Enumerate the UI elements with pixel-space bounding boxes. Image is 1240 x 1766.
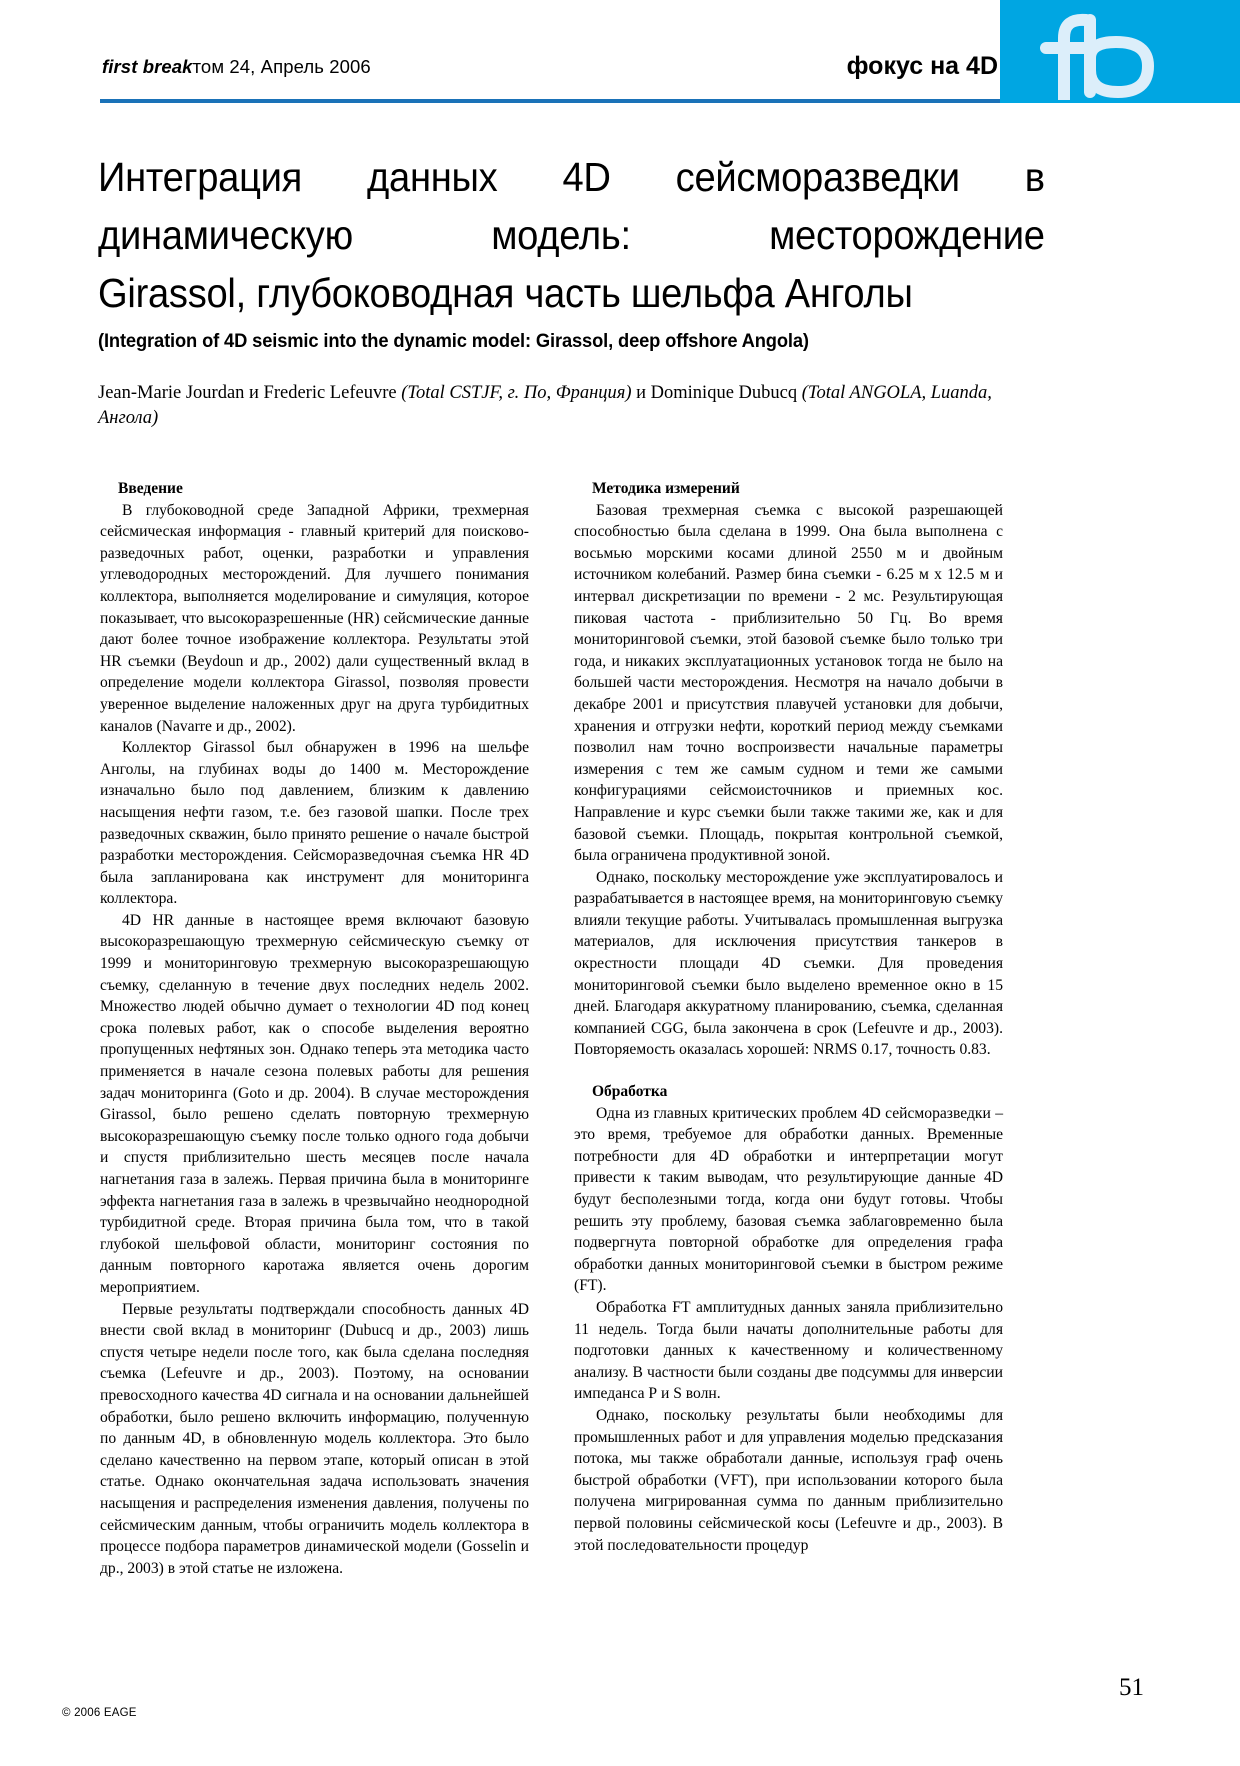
right-column <box>574 478 1003 1579</box>
left-column <box>100 478 529 1579</box>
author-names-1: Jean-Marie Jourdan и Frederic Lefeuvre <box>98 383 402 403</box>
paragraph: В глубоководной среде Западной Африки, трехмерная сейсмическая информация - главный критерий для поисково-разведочных работ, оценки, разработки и управления углеводородных месторождений. Для лучшего понимания коллектора, выполняется моделирование и симуляция, которое показывает, что высокоразрешенные (HR) сейсмические данные дают более точное изображение коллектора. Результаты этой HR съемки (Beydoun и др., 2002) дали существенный вклад в определение модели коллектора Girassol, позволяя провести уверенное выделение наложенных друг на друга турбидитных каналов (Navarre и др., 2002). <box>100 501 529 735</box>
title-line-1: Интеграция данных 4D сейсморазведки в <box>98 154 1045 200</box>
masthead-rule <box>100 99 1003 103</box>
paragraph: Одна из главных критических проблем 4D сейсморазведки – это время, требуемое для обработки данных. Временные потребности для 4D обработки и интерпретации могут привести к таким выводам, что результирующие данные 4D будут бесполезными тогда, когда они будут готовы. Чтобы решить эту проблему, базовая съемка заблаговременно была подвергнута повторной обработке для определения графа обработки данных мониторинговой съемки в быстром режиме (FT). <box>574 1104 1003 1295</box>
masthead <box>0 0 1240 104</box>
journal-name: first break <box>102 56 193 77</box>
fb-logo-icon <box>1028 8 1212 100</box>
copyright-notice: © 2006 EAGE <box>62 1707 137 1719</box>
first-break-logo <box>1000 0 1240 103</box>
title-line-2: динамическую модель: месторождение <box>98 212 1045 258</box>
paragraph: 4D HR данные в настоящее время включают базовую высокоразрешающую трехмерную сейсмическую съемку от 1999 и мониторинговую трехмерную высокоразрешающую съемку, сделанную в течение двух последних недель 2002. Множество людей обычно думает о технологии 4D под конец срока полевых работ, как о способе выделения вероятно пропущенных нефтяных зон. Однако теперь эта методика часто применяется в начале сезона полевых работы для решения задач мониторинга (Goto и др. 2004). В случае месторождения Girassol, было решено сделать повторную трехмерную высокоразрешающую съемку после только одного года добычи и спустя приблизительно шесть месяцев после начала нагнетания газа в залежь. Первая причина была в мониторинге эффекта нагнетания газа в залежь в чрезвычайно неоднородной турбидитной среде. Вторая причина была том, что в такой глубокой шельфовой области, мониторинг состояния по данным повторного каротажа является очень дорогим мероприятием. <box>100 911 529 1296</box>
author-affiliation-2: (Total ANGOLA, Luanda, Ангола) <box>98 383 992 428</box>
paragraph: Первые результаты подтверждали способность данных 4D внести свой вклад в мониторинг (Dubucq и др., 2003) лишь спустя четыре недели после того, как была сделана последняя съемка (Lefeuvre и др., 2003). Поэтому, на основании превосходного качества 4D сигнала и на основании дальнейшей обработки, было решено включить информацию, полученную по данным 4D, в обновленную модель коллектора. Это было сделано качественно на первом этапе, который описан в этой статье. Однако окончательная задача использовать значения насыщения и распределения изменения давления, получены по сейсмическим данным, чтобы ограничить модель коллектора в процессе подбора параметров динамической модели (Gosselin и др., 2003) в этой статье не изложена. <box>100 1300 529 1577</box>
paragraph: Однако, поскольку результаты были необходимы для промышленных работ и для управления моделью предсказания потока, мы также обработали данные, используя граф очень быстрой обработки (VFT), при использовании которого была получена мигрированная сумма по данным приблизительно первой половины сейсмической косы (Lefeuvre и др., 2003). В этой последовательности процедур <box>574 1406 1003 1554</box>
journal-issue-line <box>102 56 371 78</box>
section-heading: фокус на 4D <box>846 52 998 80</box>
paragraph: Коллектор Girassol был обнаружен в 1996 на шельфе Анголы, на глубинах воды до 1400 м. Месторождение изначально было под давлением, близким к давлению насыщения нефти газом, т.е. без газовой шапки. После трех разведочных скважин, было принято решение о начале быстрой разработки месторождения. Сейсморазведочная съемка HR 4D была запланирована как инструмент для мониторинга коллектора. <box>100 739 529 908</box>
author-affiliation-1: (Total CSTJF, г. По, Франция) <box>401 383 632 403</box>
page-number: 51 <box>1119 1674 1144 1701</box>
paragraph: Обработка FT амплитудных данных заняла приблизительно 11 недель. Тогда были начаты дополнительные работы для подготовки данных к качественному и количественному анализу. В частности были созданы две подсуммы для инверсии импеданса Р и S волн. <box>574 1298 1003 1403</box>
author-line <box>98 381 998 431</box>
author-conjunction: и Dominique Dubucq <box>631 383 802 403</box>
title-block <box>98 148 1046 431</box>
left-column-heading: Введение <box>118 480 183 497</box>
right-column-heading-2: Обработка <box>592 1083 668 1101</box>
document-subtitle: (Integration of 4D seismic into the dynamic model: Girassol, deep offshore Angola) <box>98 330 809 352</box>
right-column-heading-1: Методика измерений <box>592 480 740 497</box>
journal-issue: том 24, Апрель 2006 <box>192 56 371 77</box>
body-columns <box>100 478 1003 1579</box>
paragraph: Базовая трехмерная съемка с высокой разрешающей способностью была сделана в 1999. Она была выполнена с восьмью морскими косами длиной 2550 м и двойным источником колебаний. Размер бина съемки - 6.25 м х 12.5 м и интервал дискретизации по времени - 2 мс. Результирующая пиковая частота - приблизительно 50 Гц. Во время мониторинговой съемки, этой базовой съемке было только три года, и никаких эксплуатационных установок тогда не было на большей части месторождения. Несмотря на начало добычи в декабре 2001 и присутствия плавучей установки для добычи, хранения и отгрузки нефти, короткий период между съемками позволил нам точно воспроизвести начальные параметры измерения с тем же самым судном и теми же самыми конфигурациями сейсмоисточников и приемных кос. Направление и курс съемки были также такими же, как и для базовой съемки. Площадь, покрытая контрольной съемкой, была ограничена продуктивной зоной. <box>574 501 1003 865</box>
title-line-3: Girassol, глубоководная часть шельфа Анголы <box>98 270 913 316</box>
document-title <box>98 148 1045 322</box>
paragraph: Однако, поскольку месторождение уже эксплуатировалось и разрабатывается в настоящее время, на мониторинговую съемку влияли текущие работы. Учитывалась промышленная выгрузка материалов, для исключения присутствия танкеров в окрестности площади 4D съемки. Для проведения мониторинговой съемки было выделено временное окно в 15 дней. Благодаря аккуратному планированию, съемка, сделанная компанией CGG, была закончена в срок (Lefeuvre и др., 2003). Повторяемость оказалась хорошей: NRMS 0.17, точность 0.83. <box>574 868 1003 1059</box>
